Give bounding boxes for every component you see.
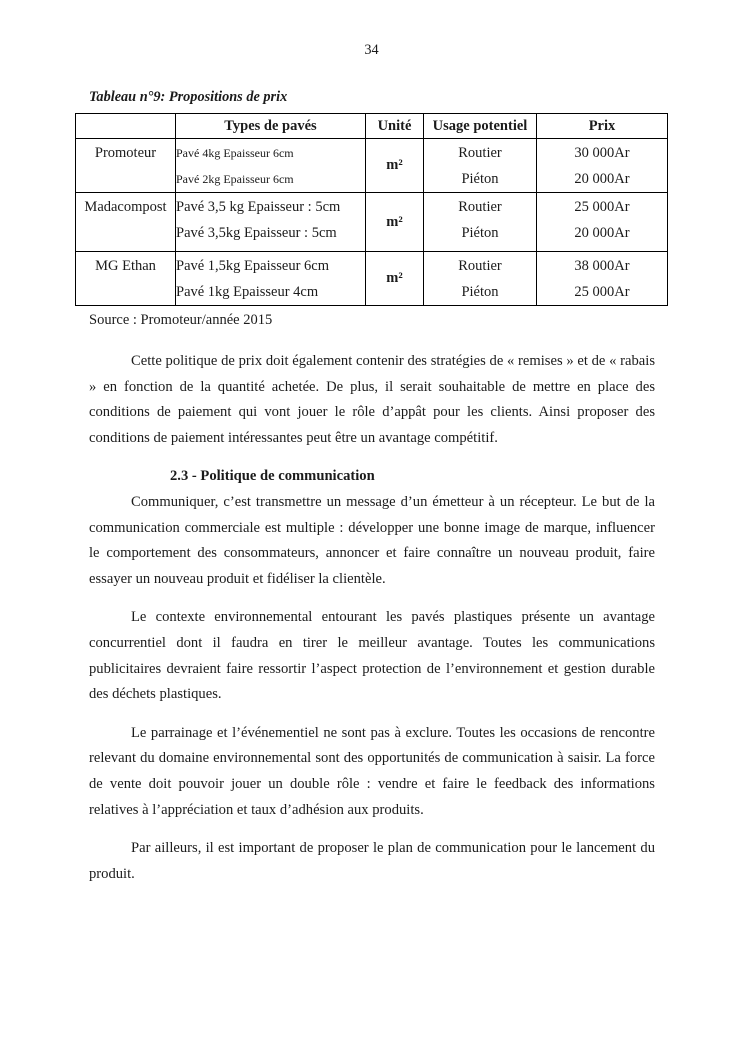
column-header-types: Types de pavés [176, 114, 366, 139]
table-header-row [76, 114, 668, 139]
supplier-name [76, 252, 176, 306]
price-cell [537, 139, 668, 193]
paragraph-launch-plan: Par ailleurs, il est important de proposer le plan de communication pour le lancement du produit. [89, 839, 655, 882]
price-line: 20 000Ar [574, 224, 630, 241]
page-number: 34 [364, 42, 379, 58]
table-row [76, 252, 668, 306]
table-caption: Tableau n°9: Propositions de prix [89, 89, 288, 105]
price-line: 20 000Ar [574, 170, 630, 187]
paragraph-communication: Communiquer, c’est transmettre un message d’un émetteur à un récepteur. Le but de la communication commerciale est multiple : développer une bonne image de marque, influencer le comportement des consommateurs, annoncer et faire connaître un nouveau produit, faire essayer un nouveau produit et fidéliser la clientèle. [89, 494, 655, 588]
supplier-name [76, 193, 176, 252]
usage-cell [424, 252, 537, 306]
table-row [76, 139, 668, 193]
usage-line: Piéton [461, 224, 499, 241]
price-line: 25 000Ar [574, 199, 630, 215]
supplier-name-text: Promoteur [94, 145, 157, 161]
unit-cell: m² [366, 139, 424, 193]
heading-politique-communication: 2.3 - Politique de communication [170, 468, 375, 485]
paragraph-pricing-strategy: Cette politique de prix doit également contenir des stratégies de « remises » et de « rabais » en fonction de la quantité achetée. De plus, il serait souhaitable de mettre en place des conditions de paiement qui vont jouer le rôle d’appât pour les clients. Ainsi proposer des conditions de paiement intéressantes peut être un avantage compétitif. [89, 353, 655, 447]
paragraph-sponsoring: Le parrainage et l’événementiel ne sont pas à exclure. Toutes les occasions de rencontre relevant du domaine environnemental sont des opportunités de communication à saisir. La force de vente doit pouvoir jouer un double rôle : vendre et faire le feedback des informations relatives à l’appréciation et taux d’adhésion aux produits. [89, 724, 655, 818]
usage-line: Routier [458, 145, 502, 161]
supplier-name-text: MG Ethan [95, 258, 156, 274]
price-cell [537, 252, 668, 306]
price-line: 25 000Ar [574, 283, 630, 300]
type-line: Pavé 1,5kg Epaisseur 6cm [176, 258, 330, 274]
paragraph-environment: Le contexte environnemental entourant les pavés plastiques présente un avantage concurrentiel dont il faudra en tirer le meilleur avantage. Toutes les communications publicitaires devraient faire ressortir l’aspect protection de l’environnement et gestion durable des déchets plastiques. [89, 609, 655, 703]
usage-cell [424, 193, 537, 252]
supplier-name-text: Madacompost [84, 199, 167, 215]
types-cell [176, 252, 366, 306]
column-header-price: Prix [537, 114, 668, 139]
usage-cell [424, 139, 537, 193]
usage-line: Routier [458, 199, 502, 215]
unit-cell: m² [366, 193, 424, 252]
type-line: Pavé 3,5 kg Epaisseur : 5cm [176, 199, 341, 215]
price-line: 30 000Ar [574, 145, 630, 161]
price-line: 38 000Ar [574, 258, 630, 274]
types-cell [176, 193, 366, 252]
usage-line: Piéton [461, 283, 499, 300]
type-line: Pavé 2kg Epaisseur 6cm [176, 171, 294, 186]
type-line: Pavé 3,5kg Epaisseur : 5cm [176, 224, 337, 241]
pricing-table [75, 113, 668, 306]
unit-cell: m² [366, 252, 424, 306]
price-cell [537, 193, 668, 252]
type-line: Pavé 1kg Epaisseur 4cm [176, 283, 319, 300]
column-header-empty [76, 114, 176, 139]
usage-line: Piéton [461, 170, 499, 187]
type-line: Pavé 4kg Epaisseur 6cm [176, 146, 294, 160]
column-header-unit: Unité [366, 114, 424, 139]
types-cell [176, 139, 366, 193]
table-row [76, 193, 668, 252]
usage-line: Routier [458, 258, 502, 274]
table-source-note: Source : Promoteur/année 2015 [89, 312, 273, 328]
column-header-usage: Usage potentiel [424, 114, 537, 139]
supplier-name [76, 139, 176, 193]
